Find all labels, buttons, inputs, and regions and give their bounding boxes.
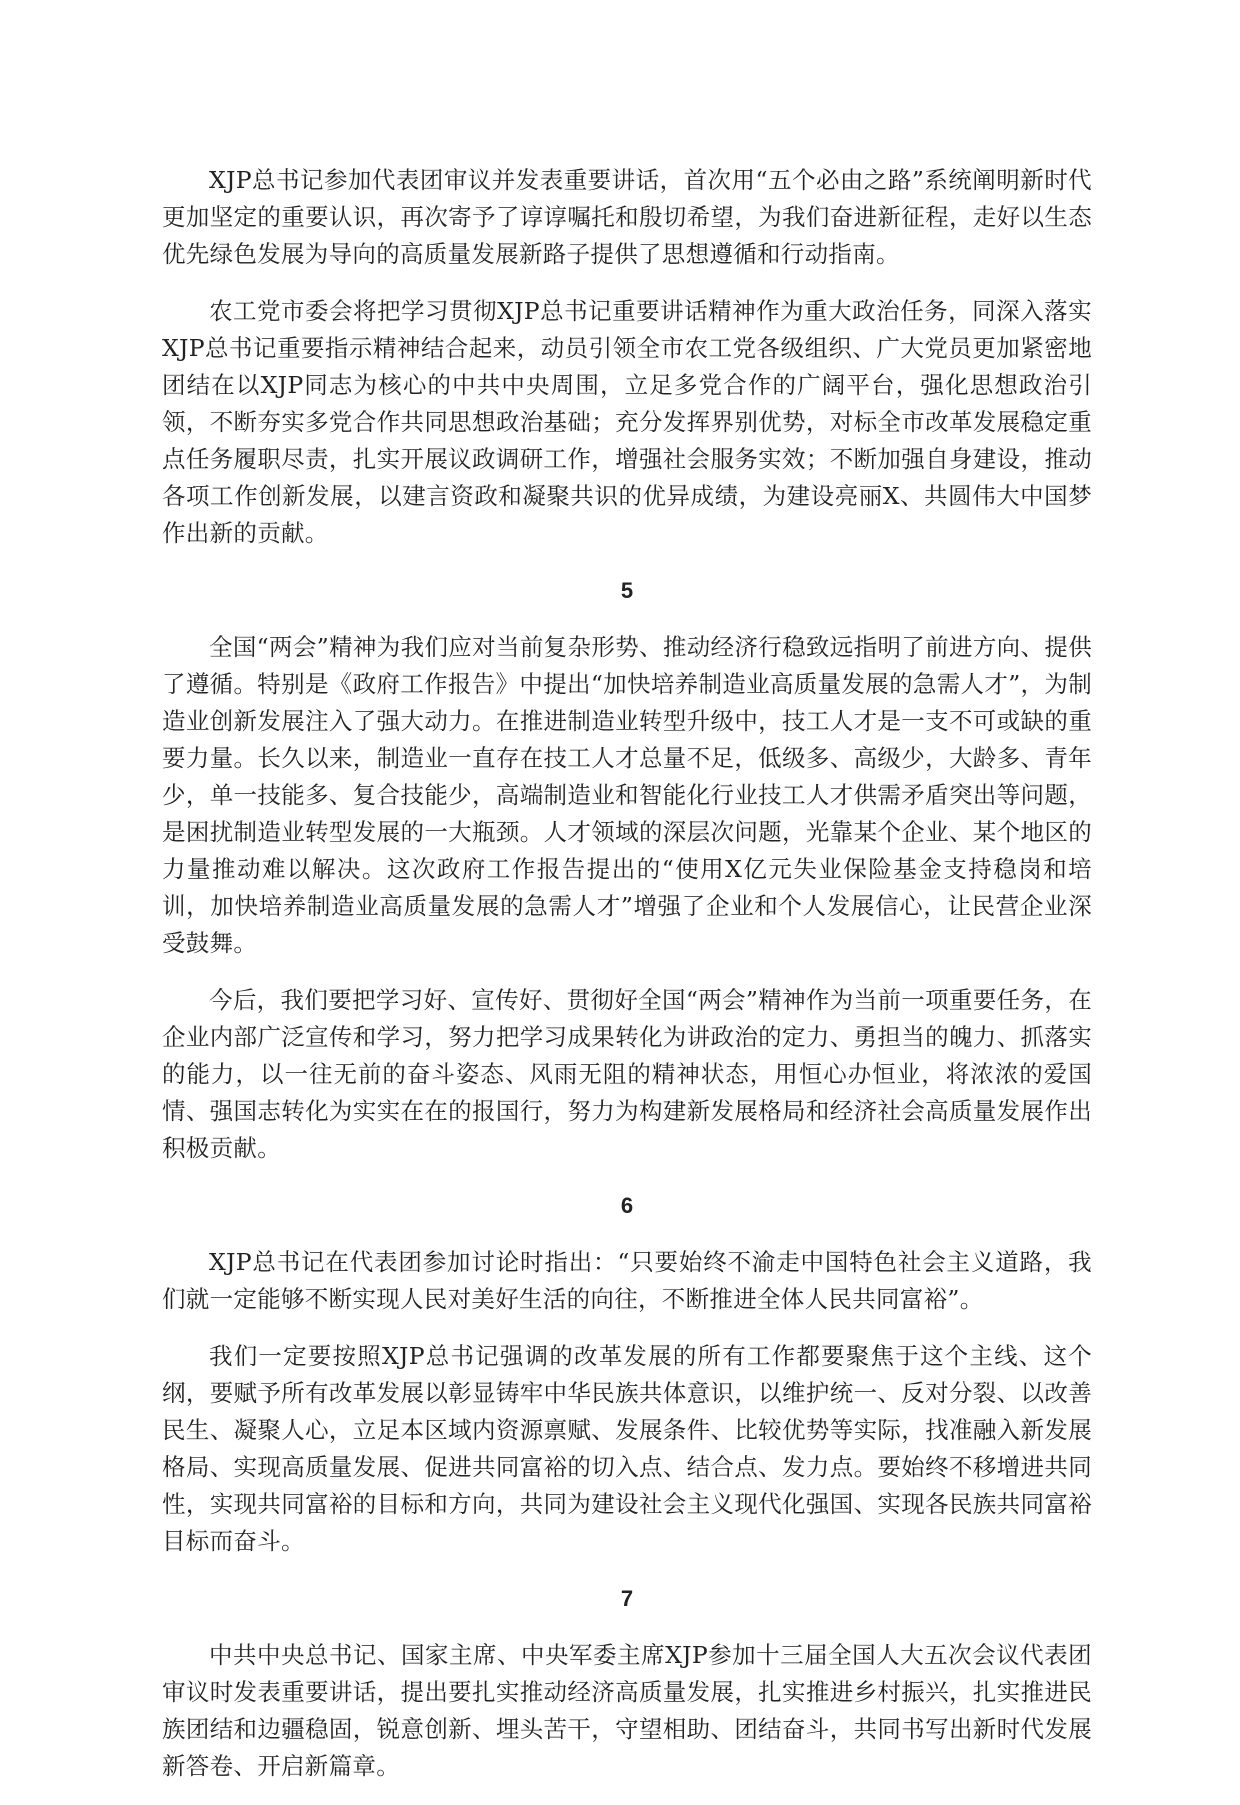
section-number: 6 (620, 1193, 634, 1218)
paragraph: 今后，我们要把学习好、宣传好、贯彻好全国“两会”精神作为当前一项重要任务，在企业内部广泛宣传和学习，努力把学习成果转化为讲政治的定力、勇担当的魄力、抓落实的能力，以一往无前的奋斗姿态、风雨无阻的精神状态，用恒心办恒业，将浓浓的爱国情、强国志转化为实实在在的报国行，努力为构建新发展格局和经济社会高质量发展作出积极贡献。 (162, 986, 1092, 1162)
paragraph: 农工党市委会将把学习贯彻XJP总书记重要讲话精神作为重大政治任务，同深入落实XJP总书记重要指示精神结合起来，动员引领全市农工党各级组织、广大党员更加紧密地团结在以XJP同志为核心的中共中央周围，立足多党合作的广阔平台，强化思想政治引领，不断夯实多党合作共同思想政治基础；充分发挥界别优势，对标全市改革发展稳定重点任务履职尽责，扎实开展议政调研工作，增强社会服务实效；不断加强自身建设，推动各项工作创新发展，以建言资政和凝聚共识的优异成绩，为建设亮丽X、共圆伟大中国梦作出新的贡献。 (162, 297, 1092, 547)
paragraph: 中共中央总书记、国家主席、中央军委主席XJP参加十三届全国人大五次会议代表团审议时发表重要讲话，提出要扎实推动经济高质量发展，扎实推进乡村振兴，扎实推进民族团结和边疆稳固，锐意创新、埋头苦干，守望相助、团结奋斗，共同书写出新时代发展新答卷、开启新篇章。 (162, 1641, 1092, 1780)
document-body (162, 162, 1092, 1805)
paragraph: 我们一定要按照XJP总书记强调的改革发展的所有工作都要聚焦于这个主线、这个纲，要赋予所有改革发展以彰显铸牢中华民族共体意识，以维护统一、反对分裂、以改善民生、凝聚人心，立足本区域内资源禀赋、发展条件、比较优势等实际，找准融入新发展格局、实现高质量发展、促进共同富裕的切入点、结合点、发力点。要始终不移增进共同性，实现共同富裕的目标和方向，共同为建设社会主义现代化强国、实现各民族共同富裕目标而奋斗。 (162, 1342, 1092, 1555)
section-number: 7 (620, 1586, 634, 1611)
paragraph: XJP总书记在代表团参加讨论时指出：“只要始终不渝走中国特色社会主义道路，我们就一定能够不断实现人民对美好生活的向往，不断推进全体人民共同富裕”。 (162, 1248, 1092, 1313)
section-number: 5 (620, 578, 634, 603)
paragraph: 全国“两会”精神为我们应对当前复杂形势、推动经济行稳致远指明了前进方向、提供了遵循。特别是《政府工作报告》中提出“加快培养制造业高质量发展的急需人才”，为制造业创新发展注入了强大动力。在推进制造业转型升级中，技工人才是一支不可或缺的重要力量。长久以来，制造业一直存在技工人才总量不足，低级多、高级少，大龄多、青年少，单一技能多、复合技能少，高端制造业和智能化行业技工人才供需矛盾突出等问题，是困扰制造业转型发展的一大瓶颈。人才领域的深层次问题，光靠某个企业、某个地区的力量推动难以解决。这次政府工作报告提出的“使用X亿元失业保险基金支持稳岗和培训，加快培养制造业高质量发展的急需人才”增强了企业和个人发展信心，让民营企业深受鼓舞。 (162, 633, 1092, 957)
paragraph: XJP总书记参加代表团审议并发表重要讲话，首次用“五个必由之路”系统阐明新时代更加坚定的重要认识，再次寄予了谆谆嘱托和殷切希望，为我们奋进新征程，走好以生态优先绿色发展为导向的高质量发展新路子提供了思想遵循和行动指南。 (162, 166, 1092, 268)
